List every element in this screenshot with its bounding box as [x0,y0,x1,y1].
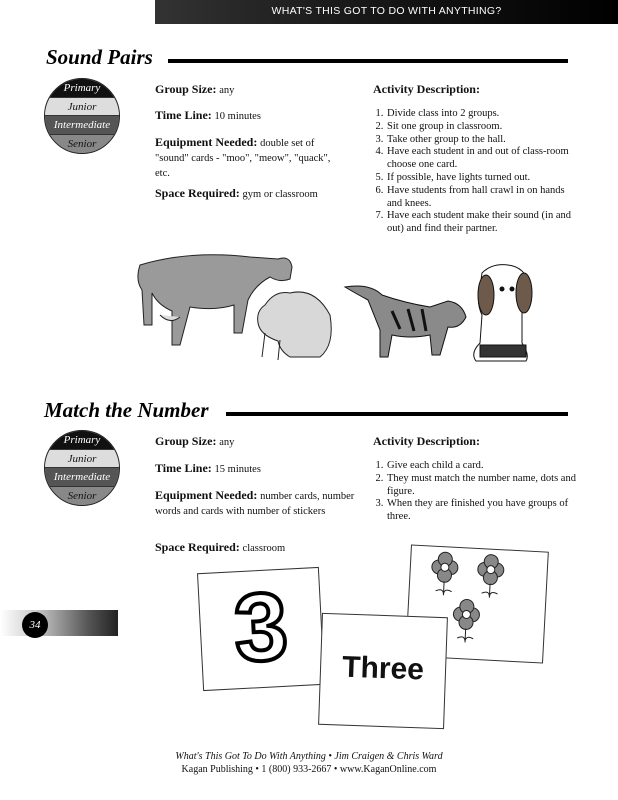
space-value: gym or classroom [242,189,318,200]
level-primary: Primary [45,431,119,450]
dog-illustration [474,265,532,361]
level-senior: Senior [45,135,119,154]
animals-illustration [130,245,550,370]
title-rule [168,59,568,63]
card-digit: 3 [231,572,291,683]
space-label: Space Required: [155,540,240,554]
space-label: Space Required: [155,186,240,200]
step-item: 3. Take other group to the hall. [386,134,576,147]
number-word-card [318,613,448,729]
number-digit-card [197,567,325,691]
time-line-value: 15 minutes [214,464,261,475]
level-junior: Junior [45,98,119,117]
step-item: 1. Divide class into 2 groups. [386,108,576,121]
flower-sticker [476,554,504,598]
footer-publisher: Kagan Publishing • 1 (800) 933-2667 • www.KaganOnline.com [181,764,437,775]
activity-description-heading: Activity Description: [373,434,480,448]
activity-title-match-the-number: Match the Number [44,398,209,422]
space-value: classroom [242,543,286,554]
step-item: 7. Have each student make their sound (in and out) and find their partner. [386,210,576,236]
level-intermediate: Intermediate [45,468,119,487]
equipment-label: Equipment Needed: [155,135,258,149]
activity-steps-list [373,460,576,524]
time-line-field [155,108,345,124]
title-rule [226,412,568,416]
level-senior: Senior [45,487,119,506]
step-item: 2. They must match the number name, dots and figure. [386,473,576,499]
group-size-label: Group Size: [155,434,217,448]
grade-levels-badge [44,78,120,154]
step-item: 2. Sit one group in classroom. [386,121,576,134]
step-item: 6. Have students from hall crawl in on hands and knees. [386,185,576,211]
step-item: 1. Give each child a card. [386,460,576,473]
card-word: Three [341,650,425,687]
time-line-value: 10 minutes [214,111,261,122]
cat-illustration [345,286,466,357]
activity-title-sound-pairs: Sound Pairs [46,45,153,69]
equipment-value: number cards, number words and cards with number of stickers [155,491,355,517]
step-item: 4. Have each student in and out of class-room choose one card. [386,146,576,172]
time-line-label: Time Line: [155,461,212,475]
equipment-value: double set of "sound" cards - "moo", "meow", "quack", etc. [155,138,331,179]
space-field [155,186,345,202]
flower-sticker [452,599,480,643]
equipment-field [155,135,335,181]
level-intermediate: Intermediate [45,116,119,135]
group-size-field [155,434,345,450]
group-size-value: any [219,85,235,96]
step-item: 3. When they are finished you have groups of three. [386,498,576,524]
equipment-field [155,488,355,519]
equipment-label: Equipment Needed: [155,488,258,502]
grade-levels-badge [44,430,120,506]
level-junior: Junior [45,450,119,469]
header-banner: WHAT'S THIS GOT TO DO WITH ANYTHING? [155,0,618,24]
step-item: 5. If possible, have lights turned out. [386,172,576,185]
footer-credit: What's This Got To Do With Anything • Jim Craigen & Chris Ward [175,751,443,762]
level-primary: Primary [45,79,119,98]
group-size-value: any [219,437,235,448]
time-line-label: Time Line: [155,108,212,122]
page-number-tab [0,610,118,636]
activity-steps-list [373,108,576,236]
activity-description-heading: Activity Description: [373,82,480,96]
space-field [155,540,345,556]
time-line-field [155,461,345,477]
group-size-field [155,82,345,98]
flower-sticker [430,552,458,596]
pig-illustration [258,292,332,360]
group-size-label: Group Size: [155,82,217,96]
page-number: 34 [22,612,48,638]
